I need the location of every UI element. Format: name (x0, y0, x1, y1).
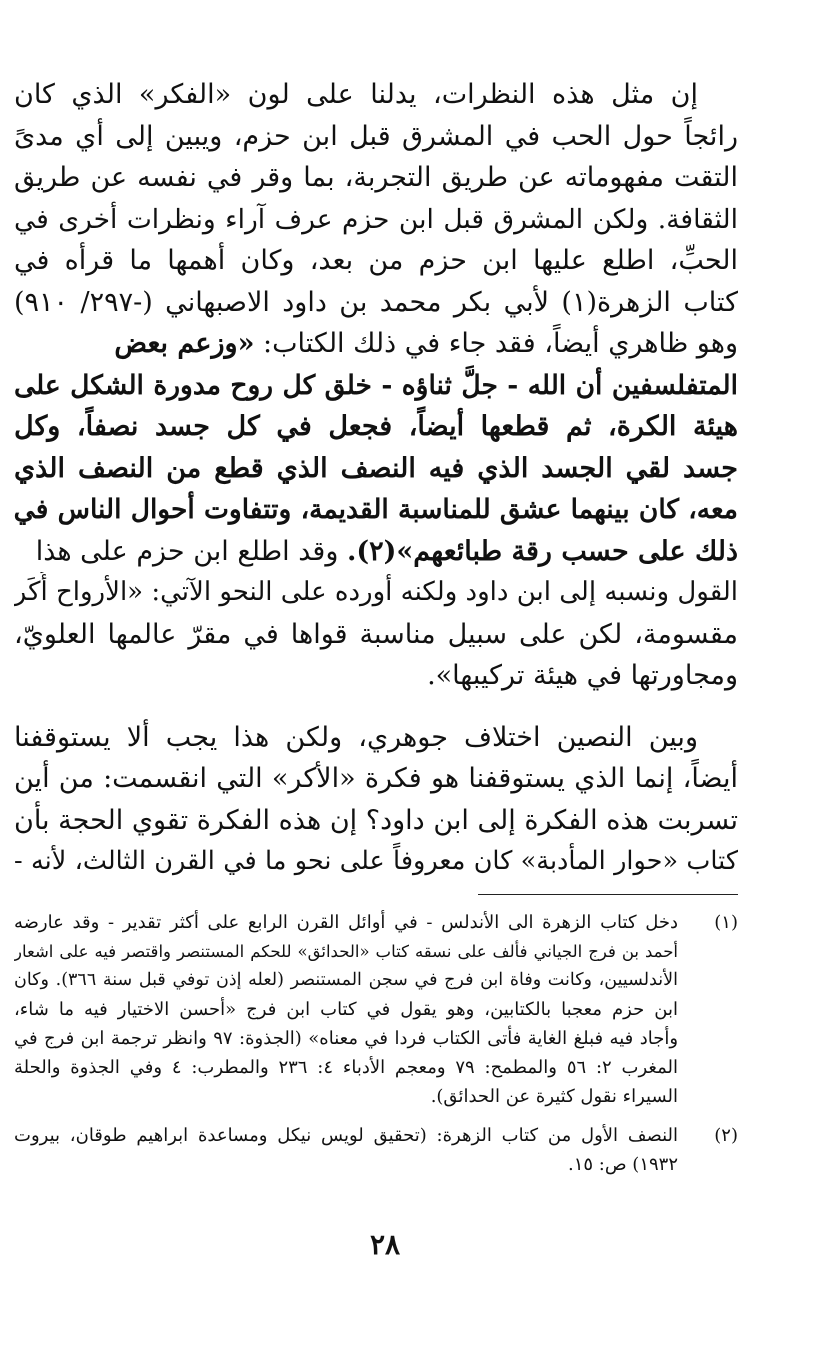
footnote-line: دخل كتاب الزهرة الى الأندلس - في أوائل القرن الرابع على أكثر تقدير - وقد عارضه (14, 912, 678, 933)
main-text (14, 74, 738, 883)
text-line: إن مثل هذه النظرات، يدلنا على لون «الفكر» الذي كان (14, 79, 698, 110)
text-segment: وهو ظاهري أيضاً، فقد جاء في ذلك الكتاب: (254, 328, 738, 359)
text-line: أيضاً، إنما الذي يستوقفنا هو فكرة «الأكر» التي انقسمت: من أين (14, 763, 738, 794)
paragraph-gap (14, 697, 738, 717)
footnote-line: الأندلسيين، وكانت وفاة ابن فرج في سجن المستنصر (لعله إذن توفي قبل سنة ٣٦٦). وكان (14, 970, 678, 990)
text-line (14, 531, 738, 573)
footnote-gap (14, 1111, 738, 1121)
quote-line: معه، كان بينهما عشق للمناسبة القديمة، وتتفاوت أحوال الناس في (14, 494, 738, 525)
page-number: ٢٨ (369, 1228, 401, 1261)
footnote-line: السيراء نقول كثيرة عن الحدائق). (430, 1086, 678, 1107)
text-line: ومجاورتها في هيئة تركيبها». (427, 660, 738, 691)
quote-bold-segment: «وزعم بعض (114, 328, 255, 359)
footnote-2 (14, 1121, 738, 1179)
text-line: تسربت هذه الفكرة إلى ابن داود؟ إن هذه الفكرة تقوي الحجة بأن (14, 804, 738, 836)
text-line (14, 323, 738, 365)
footnote-number: (١) (714, 912, 738, 933)
footnote-line: ١٩٣٢) ص: ١٥. (567, 1154, 678, 1175)
text-line: كتاب «حوار المأدبة» كان معروفاً على نحو ما في القرن الثالث، لأنه - (14, 846, 738, 876)
footnote-line: وأجاد فيه فبلغ الغاية فأتى الكتاب فردا في معناه» (الجذوة: ٩٧ وانظر ترجمة ابن فرج في (14, 1028, 678, 1049)
quote-line: هيئة الكرة، ثم قطعها أيضاً، فجعل في كل جسد نصفاً، وكل (14, 411, 738, 442)
footnote-line: أحمد بن فرج الجياني فألف على نسقه كتاب «الحدائق» للحكم المستنصر واقتصر فيه على اشعار (14, 942, 678, 961)
quote-bold-segment: ذلك على حسب رقة طبائعهم»(٢). (346, 535, 738, 567)
text-line: مقسومة، لكن على سبيل مناسبة قواها في مقرّ عالمها العلويّ، (14, 618, 738, 650)
quote-line: المتفلسفين أن الله - جلَّ ثناؤه - خلق كل روح مدورة الشكل على (14, 369, 738, 401)
text-line: التقت مفهوماته عن طريق التجربة، بما وقر في نفسه عن طريق (14, 162, 738, 193)
footnote-line: المغرب ٢: ٥٦ والمطمح: ٧٩ ومعجم الأدباء ٤: ٢٣٦ والمطرب: ٤ وفي الجذوة والحلة (14, 1057, 678, 1078)
text-line: كتاب الزهرة(١) لأبي بكر محمد بن داود الاصبهاني (-٢٩٧/ ٩١٠) (14, 286, 738, 318)
text-line: الحبِّ، اطلع عليها ابن حزم من بعد، وكان أهمها ما قرأه في (14, 245, 738, 276)
footnote-separator (478, 894, 738, 895)
footnote-1 (14, 908, 738, 1111)
text-line: وبين النصين اختلاف جوهري، ولكن هذا يجب ألا يستوقفنا (14, 721, 698, 753)
text-line: القول ونسبه إلى ابن داود ولكنه أورده على النحو الآتي: «الأرواح أُكَر (14, 577, 738, 607)
footnote-number: (٢) (714, 1125, 738, 1146)
footnote-line: ابن حزم معجبا بالكتابين، وهو يقول في كتاب ابن فرج «أحسن الاختيار فيه ما شاء، (14, 999, 678, 1020)
text-line: رائجاً حول الحب في المشرق قبل ابن حزم، ويبين إلى أي مدىً (14, 120, 738, 152)
quote-line: جسد لقي الجسد الذي فيه النصف الذي قطع من النصف الذي (14, 452, 738, 484)
footnotes (14, 908, 738, 1179)
text-line: الثقافة. ولكن المشرق قبل ابن حزم عرف آراء ونظرات أخرى في (14, 203, 738, 235)
footnote-line: النصف الأول من كتاب الزهرة: (تحقيق لويس نيكل ومساعدة ابراهيم طوقان، بيروت (14, 1125, 678, 1146)
text-segment: وقد اطلع ابن حزم على هذا (35, 535, 347, 567)
